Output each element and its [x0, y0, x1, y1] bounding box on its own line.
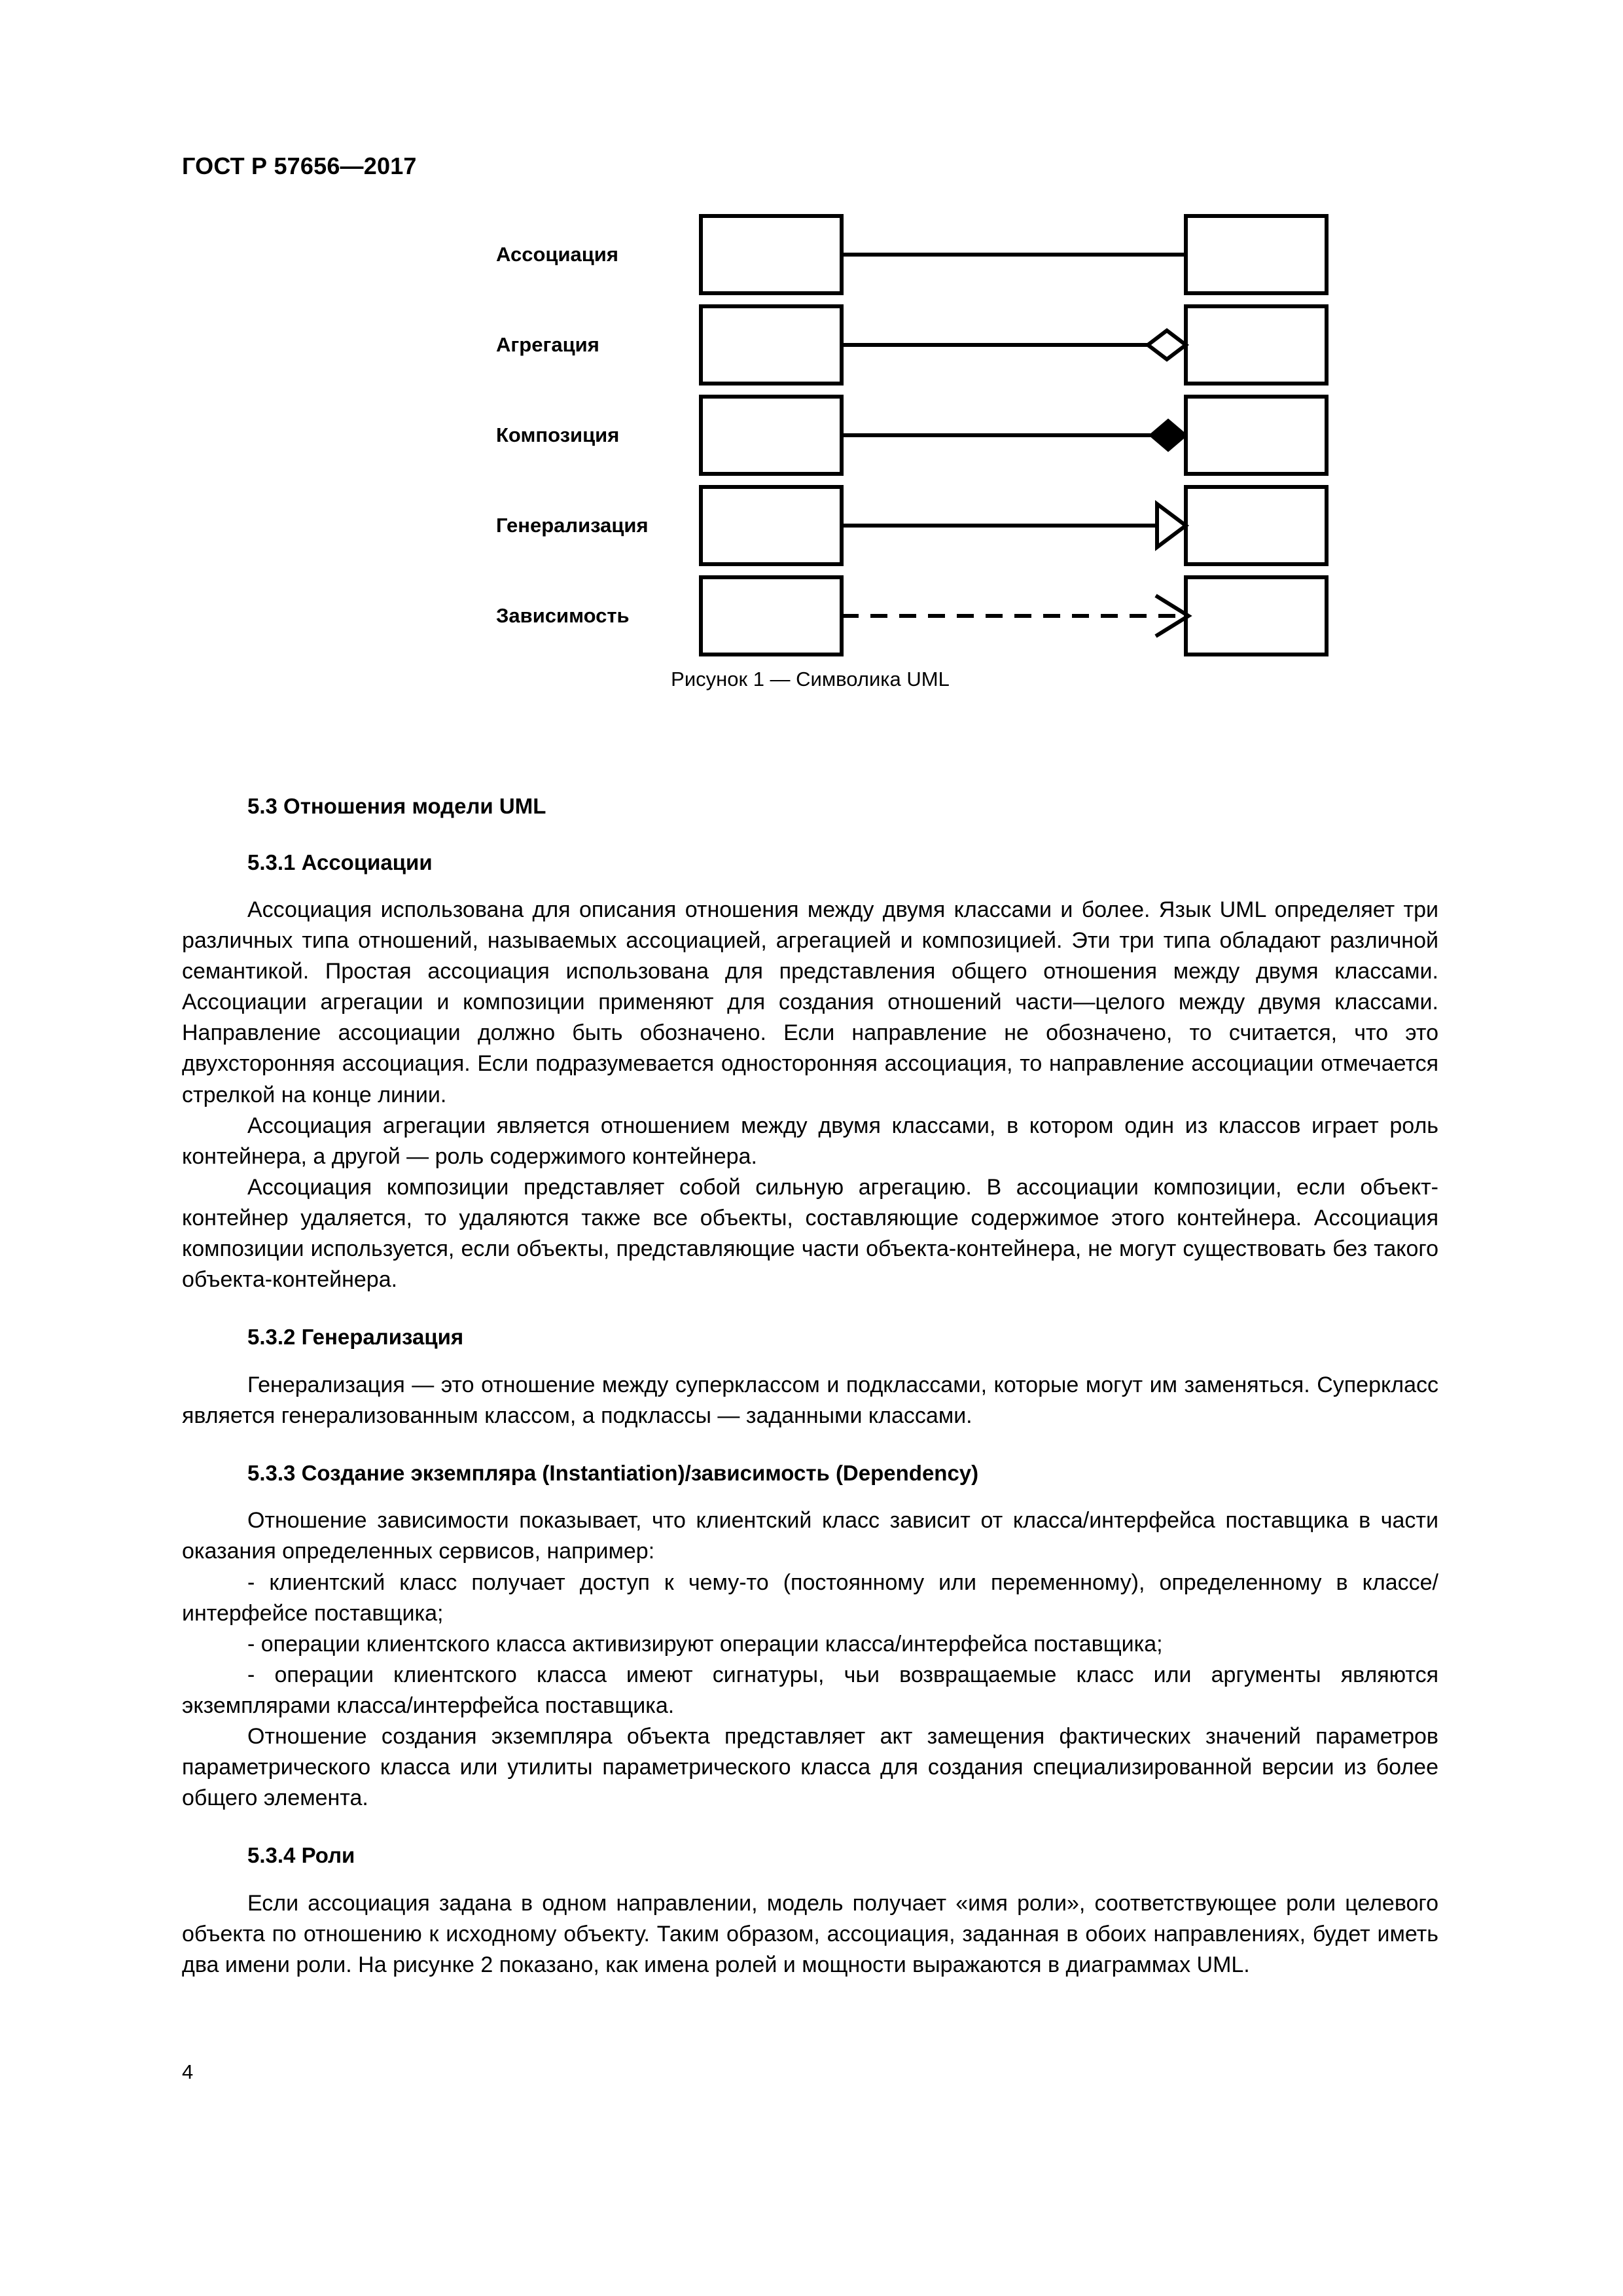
paragraph-5-3-3-2: Отношение создания экземпляра объекта представляет акт замещения фактических значений параметров параметрического класса или утилиты параметрического класса для создания специализированной версии из более общего элемента.	[182, 1723, 1438, 1811]
paragraph-5-3-1-2: Ассоциация агрегации является отношением между двумя классами, в котором один из классов играет роль контейнера, а другой — роль содержимого контейнера.	[182, 1113, 1438, 1169]
figure-row-association	[182, 209, 1438, 300]
aggregation-connector-icon	[699, 300, 1353, 390]
spacer	[182, 1295, 1438, 1323]
generalization-connector-icon	[699, 480, 1353, 571]
figure-row-label: Зависимость	[496, 604, 630, 627]
heading-5-3: 5.3 Отношения модели UML	[247, 794, 546, 818]
heading-5-3-1: 5.3.1 Ассоциации	[247, 850, 433, 874]
figure-row-aggregation	[182, 300, 1438, 390]
figure-row-dependency	[182, 571, 1438, 661]
paragraph-5-3-2-1: Генерализация — это отношение между суперклассом и подклассами, которые могут им заменяться. Суперкласс является генерализованным классом, а подклассы — заданными классами.	[182, 1372, 1438, 1428]
composition-connector-icon	[699, 390, 1353, 480]
list-item-operations-activate: - операции клиентского класса активизируют операции класса/интерфейса поставщика;	[247, 1631, 1163, 1657]
dependency-connector-icon	[699, 571, 1353, 661]
paragraph-5-3-3-1: Отношение зависимости показывает, что клиентский класс зависит от класса/интерфейса поставщика в части оказания определенных сервисов, например:	[182, 1508, 1438, 1564]
list-item-access: - клиентский класс получает доступ к чему-то (постоянному или переменному), определенному в классе/интерфейсе поставщика;	[182, 1570, 1438, 1626]
document-body	[182, 792, 1438, 1981]
figure-row-generalization	[182, 480, 1438, 571]
association-connector-icon	[699, 209, 1353, 300]
spacer	[182, 1431, 1438, 1459]
list-item-signatures: - операции клиентского класса имеют сигнатуры, чьи возвращаемые класс или аргументы являются экземплярами класса/интерфейса поставщика.	[182, 1662, 1438, 1718]
heading-5-3-3: 5.3.3 Создание экземпляра (Instantiation)/зависимость (Dependency)	[247, 1460, 979, 1485]
paragraph-5-3-1-1: Ассоциация использована для описания отношения между двумя классами и более. Язык UML определяет три различных типа отношений, называемых ассоциацией, агрегацией и композицией. Эти три типа обладают различной семантикой. Простая ассоциация использована для представления общего отношения между двумя классами. Ассоциации агрегации и композиции применяют для создания отношений части—целого между двумя классами. Направление ассоциации должно быть обозначено. Если направление не обозначено, то считается, что это двухсторонняя ассоциация. Если подразумевается односторонняя ассоциация, то направление ассоциации отмечается стрелкой на конце линии.	[182, 897, 1438, 1107]
heading-5-3-4: 5.3.4 Роли	[247, 1843, 355, 1868]
figure-row-label: Генерализация	[496, 514, 649, 537]
figure-caption: Рисунок 1 — Символика UML	[671, 668, 950, 691]
figure-row-label: Агрегация	[496, 333, 599, 356]
figure-row-composition	[182, 390, 1438, 480]
heading-5-3-2: 5.3.2 Генерализация	[247, 1325, 464, 1350]
document-header: ГОСТ Р 57656—2017	[182, 152, 417, 179]
paragraph-5-3-4-1: Если ассоциация задана в одном направлении, модель получает «имя роли», соответствующее роли целевого объекта по отношению к исходному объекту. Таким образом, ассоциация, заданная в обоих направлениях, будет иметь два имени роли. На рисунке 2 показано, как имена ролей и мощности выражаются в диаграммах UML.	[182, 1890, 1438, 1977]
figure-row-label: Ассоциация	[496, 243, 618, 266]
spacer	[182, 1814, 1438, 1841]
page-number: 4	[182, 2060, 194, 2083]
figure-row-label: Композиция	[496, 423, 620, 446]
spacer	[182, 821, 1438, 848]
figure-uml-notation	[182, 209, 1438, 661]
paragraph-5-3-1-3: Ассоциация композиции представляет собой сильную агрегацию. В ассоциации композиции, если объект-контейнер удаляется, то удаляются также все объекты, составляющие содержимое этого контейнера. Ассоциация композиции используется, если объекты, представляющие части объекта-контейнера, не могут существовать без такого объекта-контейнера.	[182, 1174, 1438, 1293]
